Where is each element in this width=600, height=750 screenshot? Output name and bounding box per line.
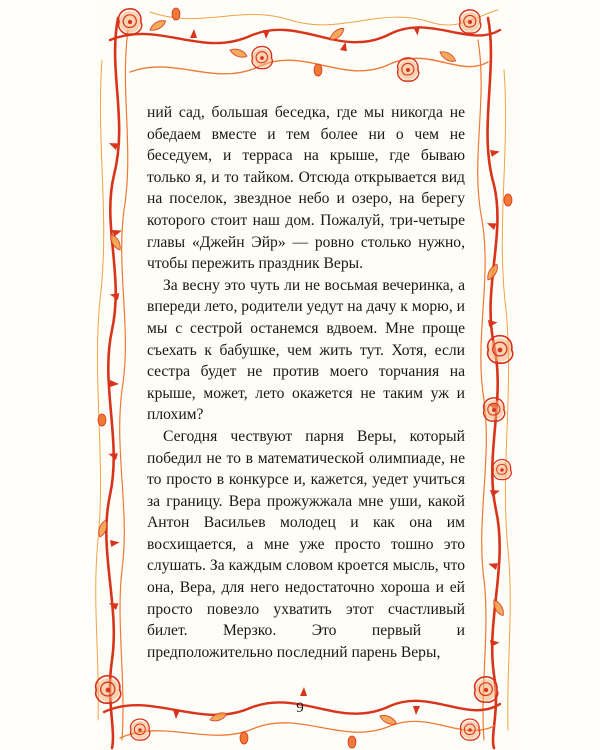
page-text xyxy=(147,102,465,663)
paragraph: Сегодня чествуют парня Веры, который победил не то в математической олимпиаде, не то просто в конкурсе и, кажется, уедет учиться за границу. Вера прожужжала мне уши, какой Антон Васильев молодец и как она им восхищается, а мне уже просто тошно это слушать. За каждым словом кроется мысль, что она, Вера, для него недостаточно хороша и ей просто повезло ухватить этот счастливый билет. Мерзко. Это первый и предположительно последний парень Веры, xyxy=(147,427,465,661)
page-number: 9 xyxy=(296,700,304,716)
paragraph: За весну это чуть ли не восьмая вечеринка, а впереди лето, родители уедут на дачу к морю, и мы с сестрой останемся вдвоем. Мне проще съехать к бабушке, чем жить тут. Хотя, если сестра будет не против моего торчания на крыше, может, лето окажется не таким уж и плохим? xyxy=(147,276,465,424)
paragraph: ний сад, большая беседка, где мы никогда не обедаем вместе и тем более ни о чем не беседуем, и терраса на крыше, где бываю только я, и то тайком. Отсюда открывается вид на поселок, звездное небо и озеро, на берегу которого стоит наш дом. Пожалуй, три-четыре главы «Джейн Эйр» — ровно столько нужно, чтобы пережить праздник Веры. xyxy=(147,104,465,273)
